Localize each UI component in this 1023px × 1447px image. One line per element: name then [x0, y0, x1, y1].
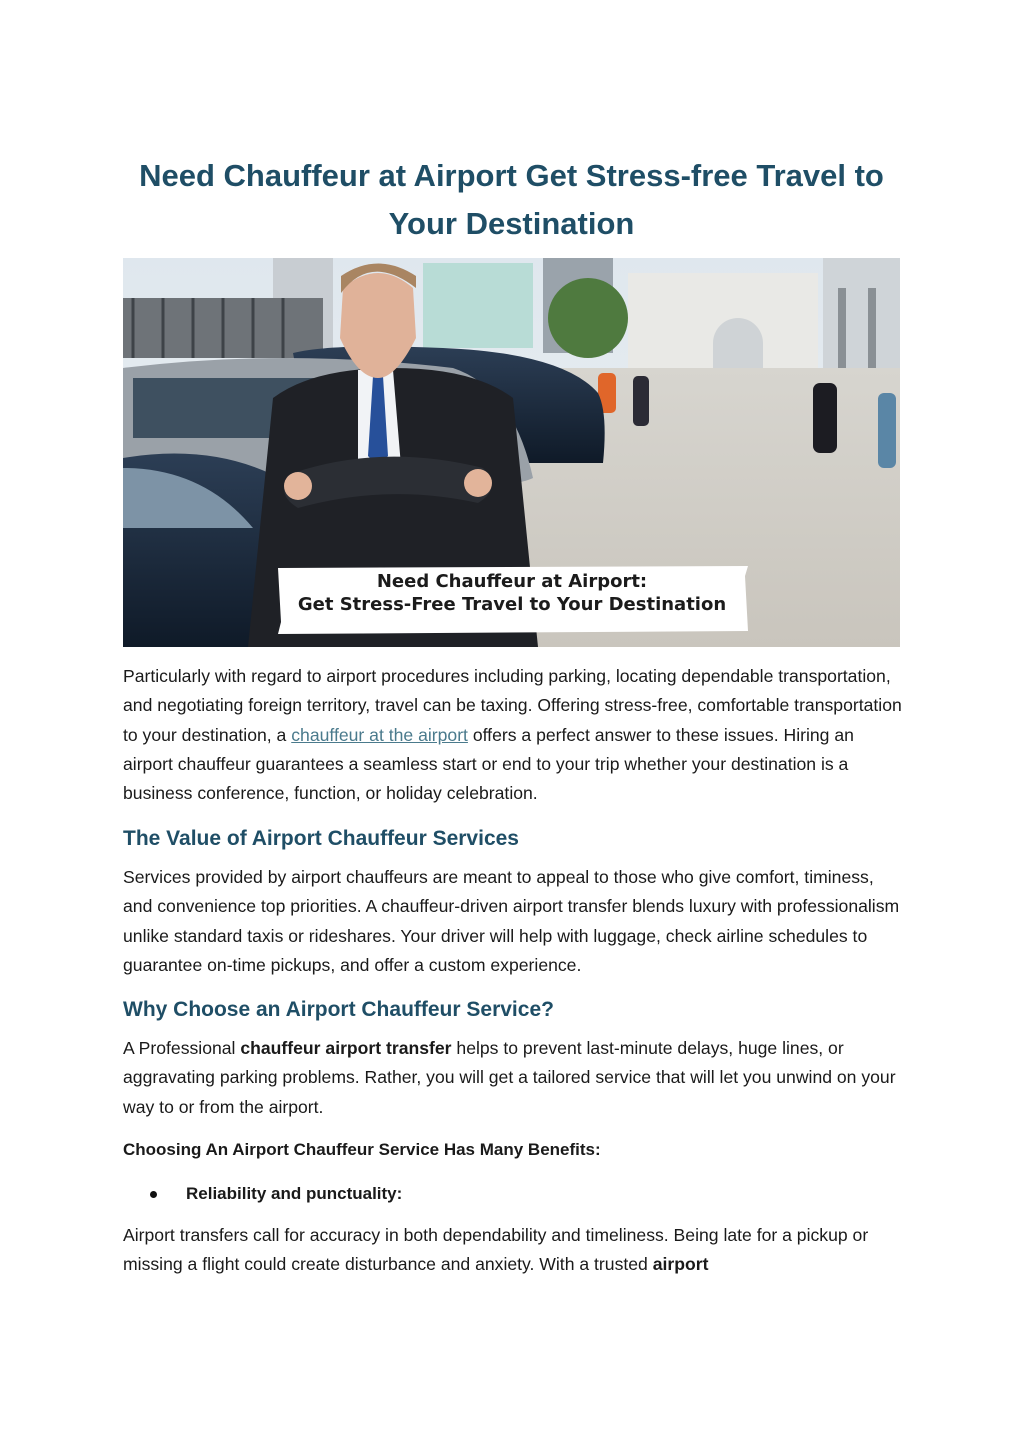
section-1-body: Services provided by airport chauffeurs are meant to appeal to those who give comfort, timiness, and convenience top priorities. A chauffeur-driven airport transfer blends luxury with professionalism unlike standard taxis or rideshares. Your driver will help with luggage, check airline schedules to guarantee on-time pickups, and offer a custom experience. — [123, 867, 900, 975]
intro-paragraph — [123, 662, 903, 808]
chauffeur-at-airport-link[interactable]: chauffeur at the airport — [291, 724, 468, 745]
section-2-heading: Why Choose an Airport Chauffeur Service? — [123, 998, 554, 1021]
hero-caption-line-2: Get Stress-Free Travel to Your Destination — [297, 594, 727, 615]
benefit-label: Reliability and punctuality: — [186, 1184, 403, 1203]
hero-caption-line-1: Need Chauffeur at Airport: — [376, 571, 648, 592]
benefits-heading: Choosing An Airport Chauffeur Service Has Many Benefits: — [123, 1140, 601, 1159]
section-1-heading: The Value of Airport Chauffeur Services — [123, 827, 519, 850]
section-2-body — [123, 1034, 903, 1122]
closing-paragraph — [123, 1221, 903, 1280]
intro-text-before-link: Particularly with regard to airport procedures including parking, locating dependable transportation, and negotiating foreign territory, travel can be taxing. Offering stress-free, comfortable transportation to your destination, a — [123, 666, 902, 745]
section-2-bold-phrase: chauffeur airport transfer — [240, 1038, 452, 1058]
bullet-dot-icon — [150, 1191, 157, 1198]
hero-caption — [278, 570, 746, 616]
section-2-text-after-bold: helps to prevent last-minute delays, huge lines, or aggravating parking problems. Rather, you will get a tailored service that will let you unwind on your way to or from the airport. — [123, 1038, 896, 1117]
closing-text: Airport transfers call for accuracy in both dependability and timeliness. Being late for a pickup or missing a flight could create disturbance and anxiety. With a trusted — [123, 1225, 869, 1275]
title-line-1: Need Chauffeur at Airport Get Stress-free Travel to — [139, 158, 884, 193]
page-title — [123, 152, 900, 248]
closing-bold-word: airport — [652, 1254, 709, 1275]
section-2-text-before-bold: A Professional — [123, 1038, 241, 1058]
intro-text-after-link: offers a perfect answer to these issues. Hiring an airport chauffeur guarantees a seamless start or end to your trip whether your destination is a business conference, function, or holiday celebration. — [123, 724, 854, 804]
hero-image — [123, 258, 900, 647]
title-line-2: Your Destination — [388, 206, 635, 241]
